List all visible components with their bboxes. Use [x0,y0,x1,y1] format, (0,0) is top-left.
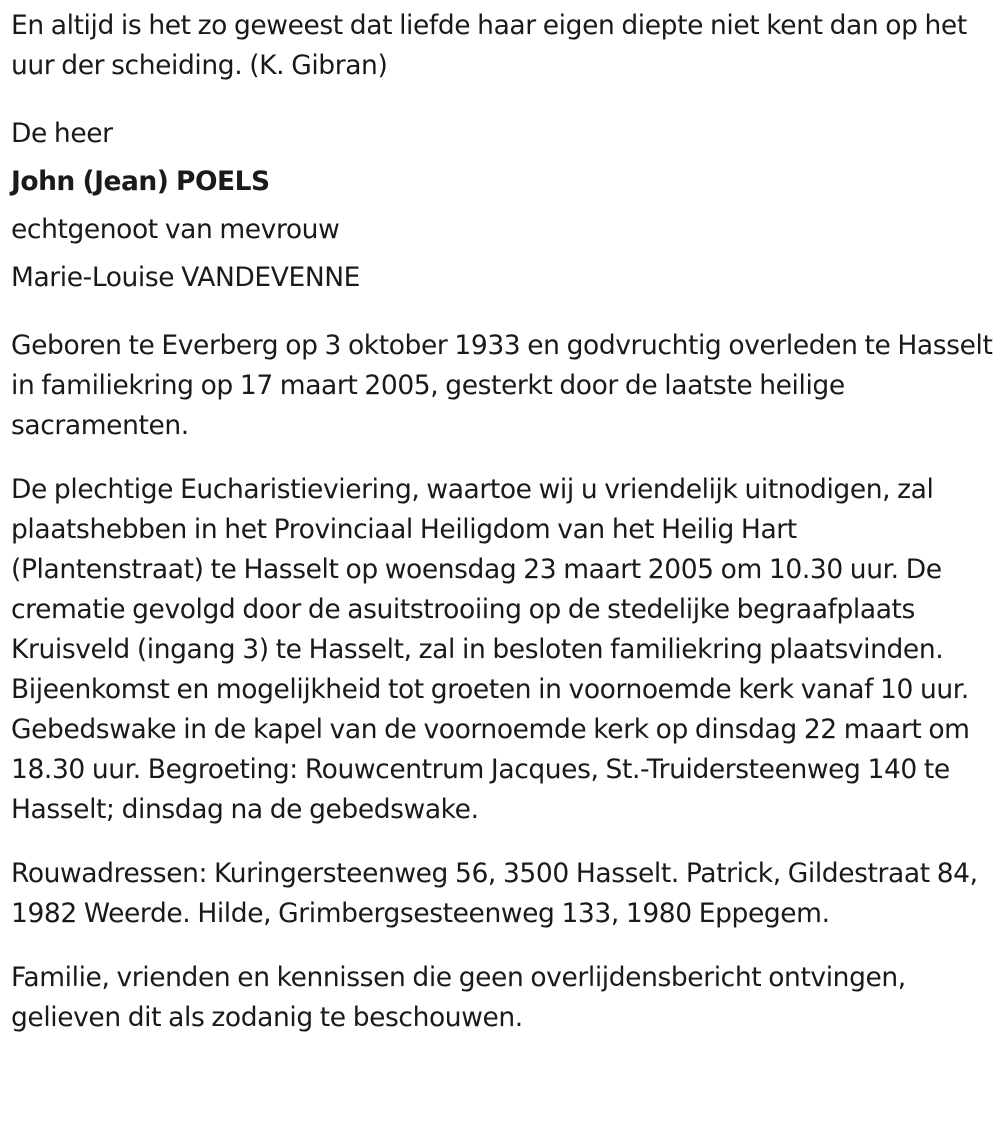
relation-text: echtgenoot van mevrouw [11,214,340,245]
birth-death-paragraph: Geboren te Everberg op 3 oktober 1933 en godvruchtig overleden te Hasselt in familiekring op 17 maart 2005, gesterkt door de laatste heilige sacramenten. [11,330,993,441]
deceased-block [11,110,996,302]
addresses-paragraph: Rouwadressen: Kuringersteenweg 56, 3500 Hasselt. Patrick, Gildestraat 84, 1982 Weerde. Hilde, Grimbergsesteenweg 133, 1980 Eppegem. [11,858,978,929]
salutation: De heer [11,118,113,149]
deceased-name: John (Jean) POELS [11,166,270,197]
obituary-document [11,6,996,1038]
ceremony-paragraph: De plechtige Eucharistieviering, waartoe wij u vriendelijk uitnodigen, zal plaatshebben in het Provinciaal Heiligdom van het Heilig Hart (Plantenstraat) te Hasselt op woensdag 23 maart 2005 om 10.30 uur. De crematie gevolgd door de asuitstrooiing op de stedelijke begraafplaats Kruisveld (ingang 3) te Hasselt, zal in besloten familiekring plaatsvinden. Bijeenkomst en mogelijkheid tot groeten in voornoemde kerk vanaf 10 uur. Gebedswake in de kapel van de voornoemde kerk op dinsdag 22 maart om 18.30 uur. Begroeting: Rouwcentrum Jacques, St.-Truidersteenweg 140 te Hasselt; dinsdag na de gebedswake. [11,474,970,825]
closing-paragraph: Familie, vrienden en kennissen die geen overlijdensbericht ontvingen, gelieven dit als zodanig te beschouwen. [11,962,906,1033]
gibran-quote: En altijd is het zo geweest dat liefde haar eigen diepte niet kent dan op het uur der scheiding. (K. Gibran) [11,10,967,81]
spouse-name: Marie-Louise VANDEVENNE [11,262,361,293]
